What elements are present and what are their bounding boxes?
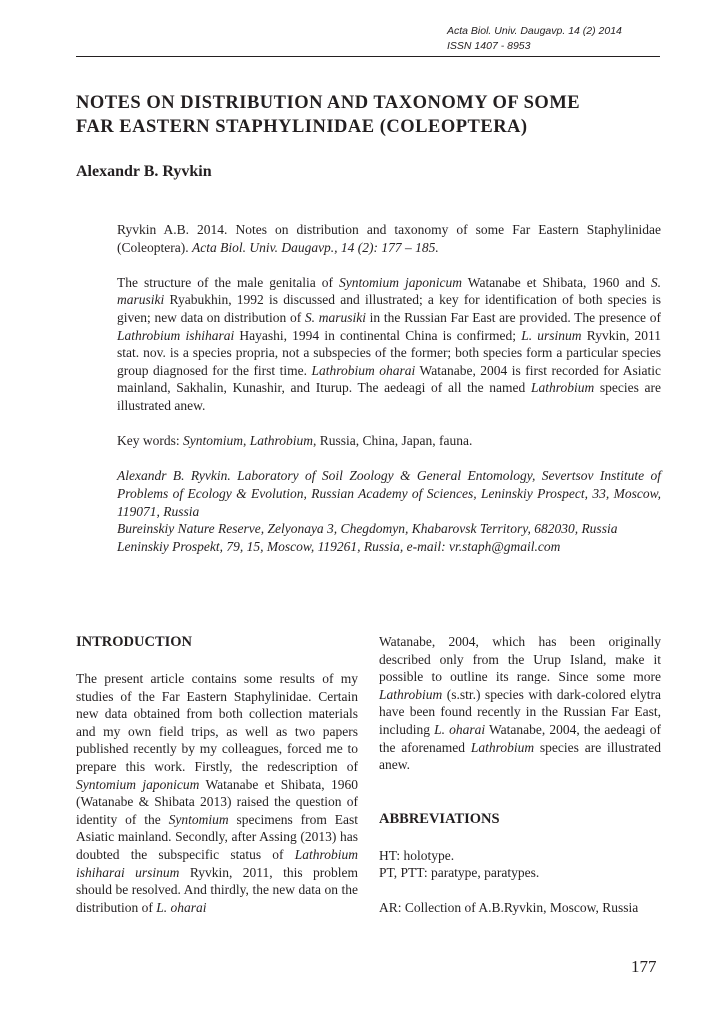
introduction-heading: INTRODUCTION [76,634,193,650]
article-title [76,91,676,139]
introduction-text-continued: Watanabe, 2004, which has been originally described only from the Urup Island, make it possible to outline its range. Since some more Lathrobium (s.str.) species with dark-colored elytra have been found recently in the Russian Far East, including L. oharai Watanabe, 2004, the aedeagi of the aforenamed Lathrobium species are illustrated anew. [379,634,662,773]
keywords: Key words: Syntomium, Lathrobium, Russia, China, Japan, fauna. [117,433,473,449]
abstract-text: The structure of the male genitalia of Syntomium japonicum Watanabe et Shibata, 1960 and S. marusiki Ryabukhin, 1992 is discussed and illustrated; a key for identification of both species is given; new data on distribution of S. marusiki in the Russian Far East are provided. The presence of Lathrobium ishiharai Hayashi, 1994 in continental China is confirmed; L. ursinum Ryvkin, 2011 stat. nov. is a species propria, not a subspecies of the former; both species form a particular species group diagnosed for the first time. Lathrobium oharai Watanabe, 2004 is first recorded for Asiatic mainland, Sakhalin, Kunashir, and Iturup. The aedeagi of all the named Lathrobium species are illustrated anew. [117,274,662,413]
abbrev-ht: HT: holotype. [379,847,455,863]
citation: Ryvkin A.B. 2014. Notes on distribution and taxonomy of some Far Eastern Staphylinidae (Coleoptera). Acta Biol. Univ. Daugavp., 14 (2): 177 – 185. [117,222,661,255]
title-line-1: NOTES ON DISTRIBUTION AND TAXONOMY OF SOME [76,93,581,113]
author-address-3: Leninskiy Prospekt, 79, 15, Moscow, 119261, Russia, e-mail: vr.staph@gmail.com [117,538,561,554]
left-column [76,633,358,916]
abbreviations-heading: ABBREVIATIONS [379,810,500,827]
issn-line: ISSN 1407 - 8953 [447,40,531,52]
title-line-2: FAR EASTERN STAPHYLINIDAE (COLEOPTERA) [76,117,528,137]
page-number: 177 [631,957,657,976]
right-column [379,633,661,917]
journal-line: Acta Biol. Univ. Daugavp. 14 (2) 2014 [447,25,622,37]
abbrev-ar: AR: Collection of A.B.Ryvkin, Moscow, Russia [379,899,639,915]
header-rule [76,56,660,57]
author-address-2: Bureinskiy Nature Reserve, Zelyonaya 3, Chegdomyn, Khabarovsk Territory, 682030, Russia [117,521,618,537]
author-address-1: Alexandr B. Ryvkin. Laboratory of Soil Zoology & General Entomology, Severtsov Institute of Problems of Ecology & Evolution, Russian Academy of Sciences, Leninskiy Prospect, 33, Moscow, 119071, Russia [117,468,661,519]
journal-citation-header [447,24,622,54]
abbrev-pt: PT, PTT: paratype, paratypes. [379,865,540,881]
abstract-block [117,221,661,555]
introduction-text: The present article contains some results of my studies of the Far Eastern Staphylinidae. Certain new data obtained from both collection materials and my own field trips, as well as two papers published recently by my colleagues, forced me to prepare this work. Firstly, the redescription of Syntomium japonicum Watanabe et Shibata, 1960 (Watanabe & Shibata 2013) raised the question of identity of the Syntomium specimens from East Asiatic mainland. Secondly, after Assing (2013) has doubted the subspecific status of Lathrobium ishiharai ursinum Ryvkin, 2011, this problem should be resolved. And thirdly, the new data on the distribution of L. oharai [76,671,358,915]
author-name: Alexandr B. Ryvkin [76,163,212,180]
